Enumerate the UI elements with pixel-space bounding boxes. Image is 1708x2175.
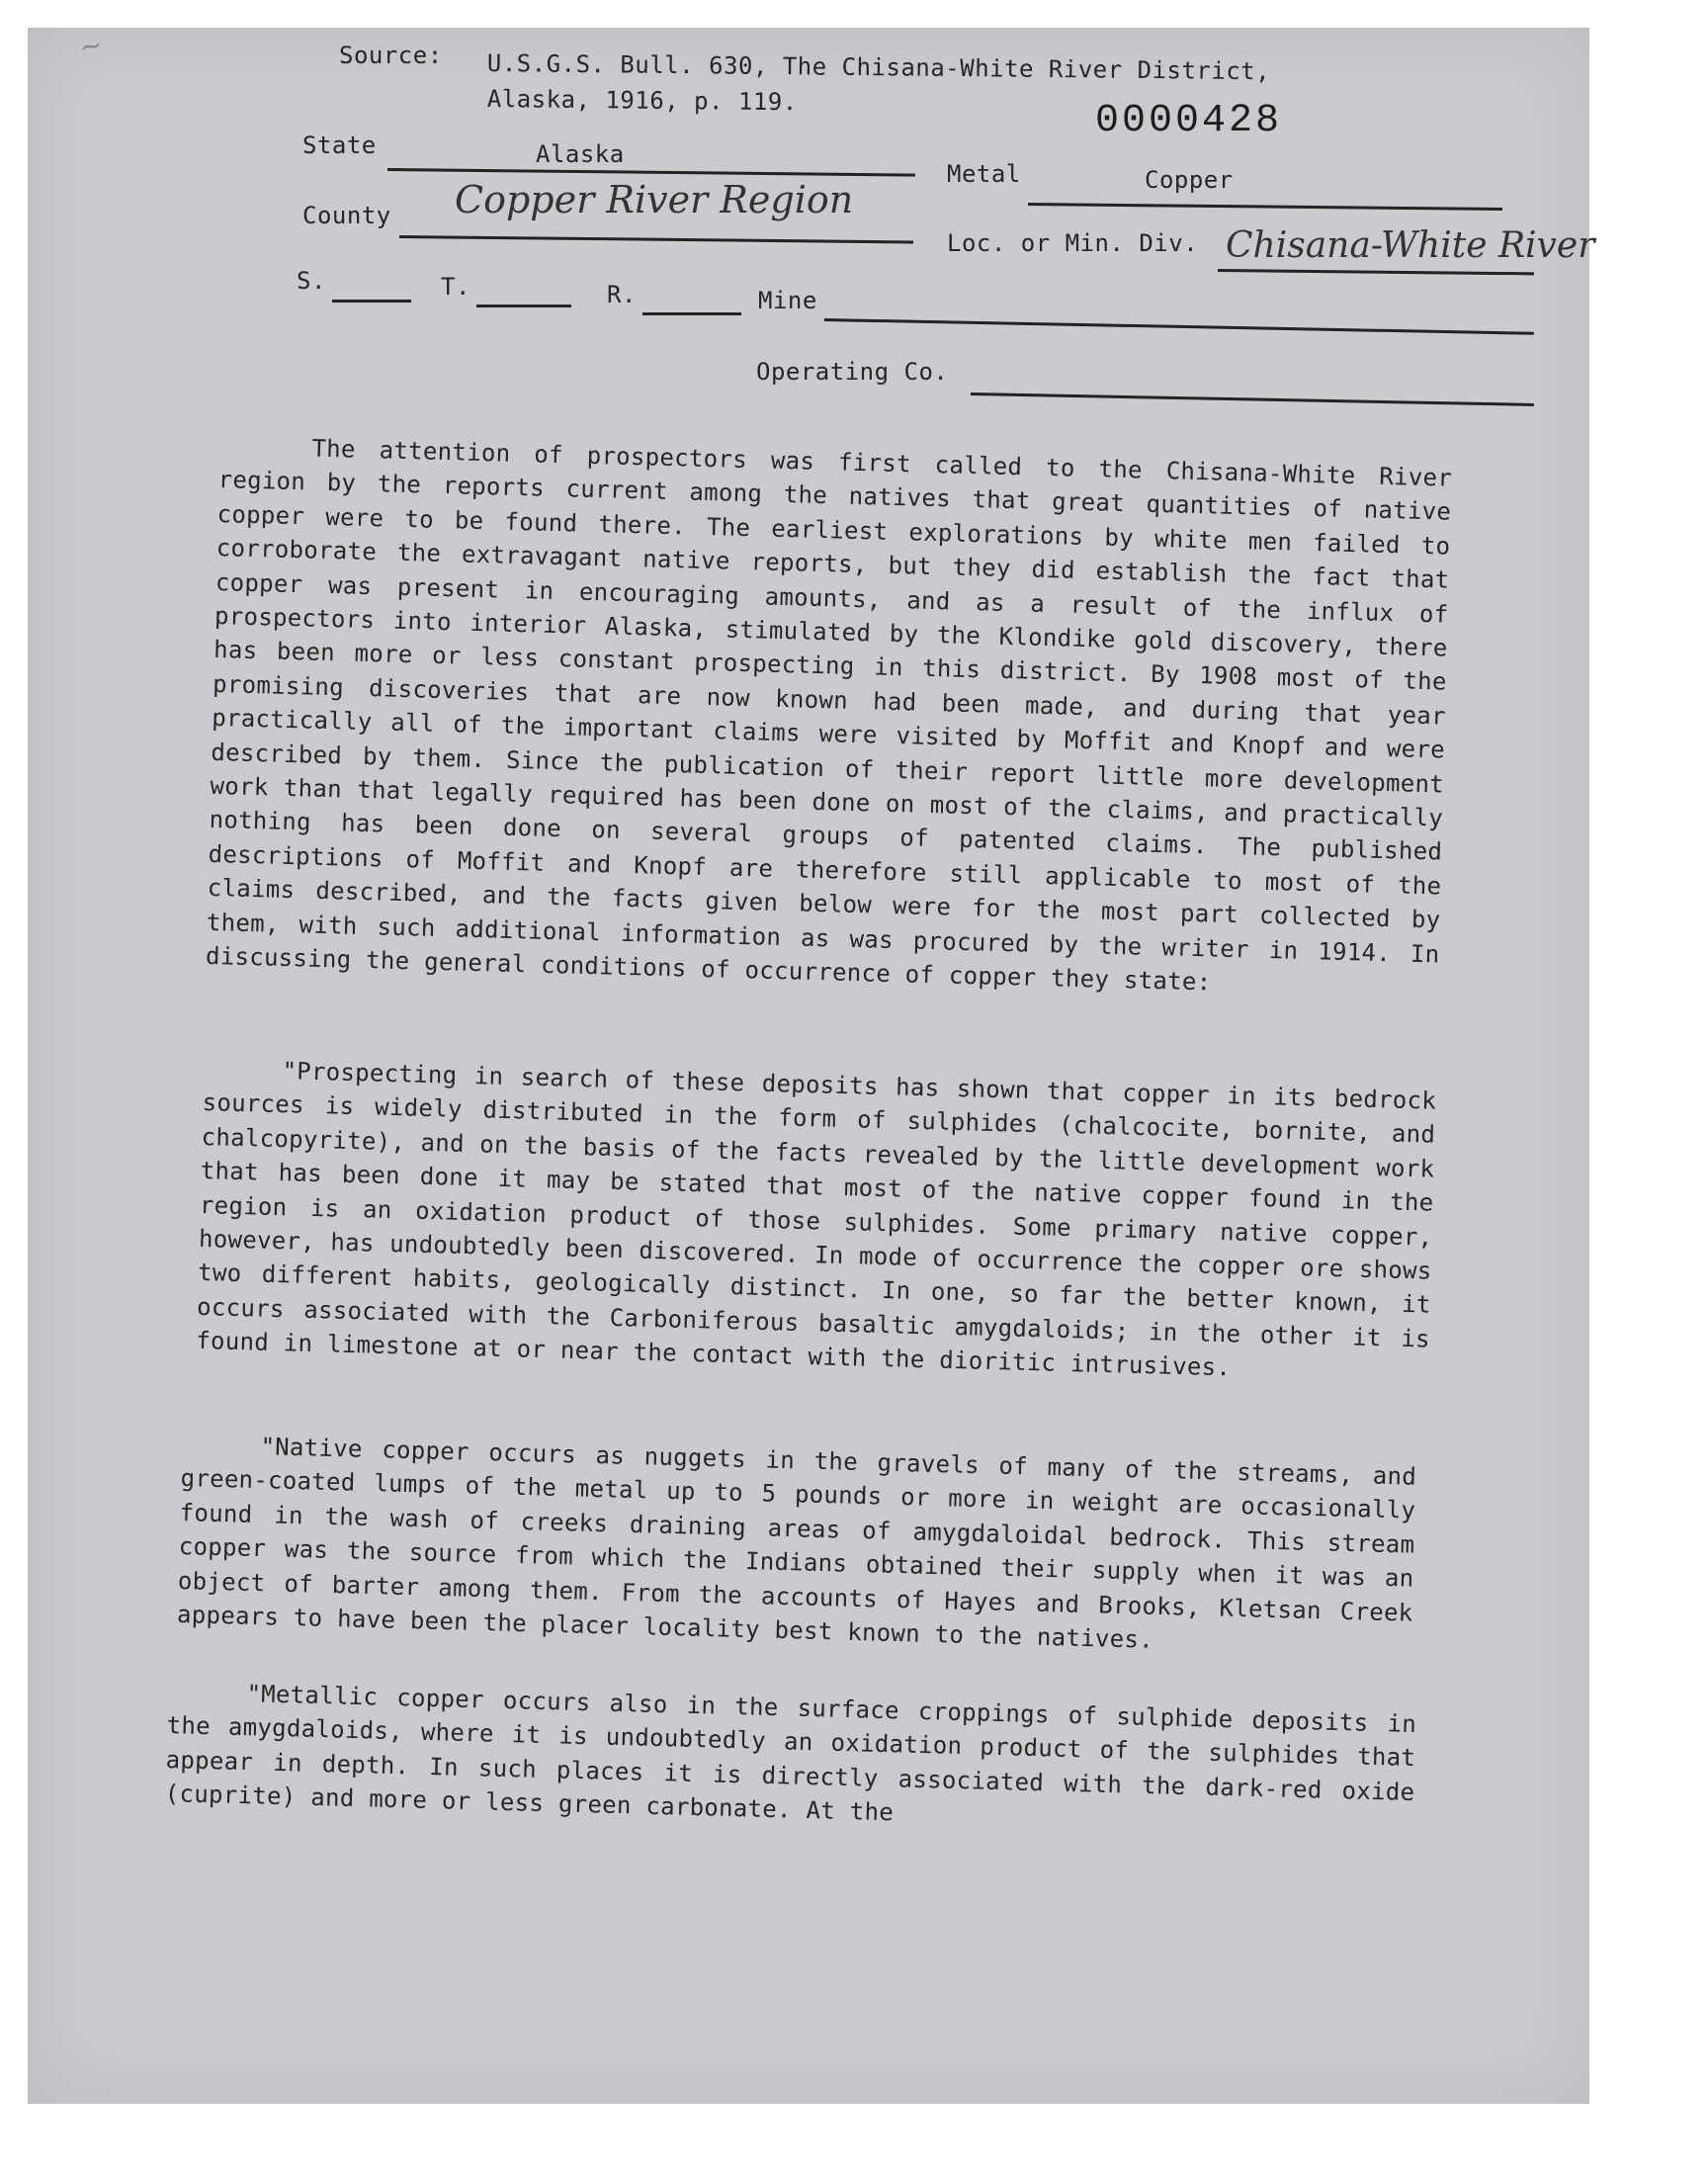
- county-label: County: [302, 202, 391, 229]
- source-line-1: U.S.G.S. Bull. 630, The Chisana-White River District,: [486, 49, 1271, 86]
- source-line-2: Alaska, 1916, p. 119.: [486, 85, 798, 117]
- county-value-handwritten: Copper River Region: [455, 178, 854, 221]
- township-underline: [476, 304, 571, 307]
- source-label: Source:: [339, 42, 443, 69]
- operating-company-label: Operating Co.: [756, 358, 949, 386]
- paragraph-1: The attention of prospectors was first called to the Chisana-White River region by the reports current among the natives that great quantities of native copper were to be found there. The earliest explorations by white men failed to corroborate the extravagant native reports, but they did establish the fact that copper was present in encouraging amounts, and as a result of the influx of prospectors into interior Alaska, stimulated by the Klondike gold discovery, there has been more or less constant prospecting in this district. By 1908 most of the promising discoveries that are now known had been made, and during that year practically all of the important claims were visited by Moffit and Knopf and were described by them. Since the publication of their report little more development work than that legally required has been done on most of the claims, and practically nothing has been done on several groups of patented claims. The published descriptions of Moffit and Knopf are therefore still applicable to most of the claims described, and the facts given below were for the most part collected by them, with such additional information as was procured by the writer in 1914. In discussing the general conditions of occurrence of copper they state:: [205, 434, 1453, 997]
- state-value: Alaska: [536, 140, 625, 168]
- range-label: R.: [607, 281, 637, 308]
- margin-scribble: ~: [75, 27, 106, 65]
- township-label: T.: [441, 273, 470, 301]
- paragraph-3: "Native copper occurs as nuggets in the gravels of many of the streams, and green-coated lumps of the metal up to 5 pounds or more in weight are occasionally found in the wash of creeks draining areas of amygdaloidal bedrock. This stream copper was the source from which the Indians obtained their supply when it was an object of barter among them. From the accounts of Hayes and Brooks, Kletsan Creek appears to have been the placer locality best known to the natives.: [176, 1433, 1417, 1654]
- range-underline: [642, 312, 741, 315]
- paragraph-2: "Prospecting in search of these deposits has shown that copper in its bedrock sources is widely distributed in the form of sulphides (chalcocite, bornite, and chalcopyrite), and on the basis of the facts revealed by the little development work that has been done it may be stated that most of the native copper found in the region is an oxidation product of those sulphides. Some primary native copper, however, has undoubtedly been discovered. In mode of occurrence the copper ore shows two different habits, geologically distinct. In one, so far the better known, it occurs associated with the Carboniferous basaltic amygdaloids; in the other it is found in limestone at or near the contact with the dioritic intrusives.: [195, 1057, 1437, 1382]
- document-number: 0000428: [1095, 99, 1283, 143]
- section-label: S.: [297, 267, 326, 295]
- division-label: Loc. or Min. Div.: [947, 229, 1199, 257]
- paragraph-4: "Metallic copper occurs also in the surface croppings of sulphide deposits in the amygdaloids, where it is undoubtedly an oxidation product of the sulphides that appear in depth. In such places it is directly associated with the dark-red oxide (cuprite) and more or less green carbonate. At the: [164, 1680, 1417, 1827]
- mine-label: Mine: [758, 287, 817, 314]
- metal-label: Metal: [947, 160, 1021, 188]
- section-underline: [332, 300, 411, 303]
- division-value-handwritten: Chisana-White River: [1226, 225, 1595, 266]
- metal-value: Copper: [1145, 166, 1234, 194]
- state-label: State: [302, 131, 377, 159]
